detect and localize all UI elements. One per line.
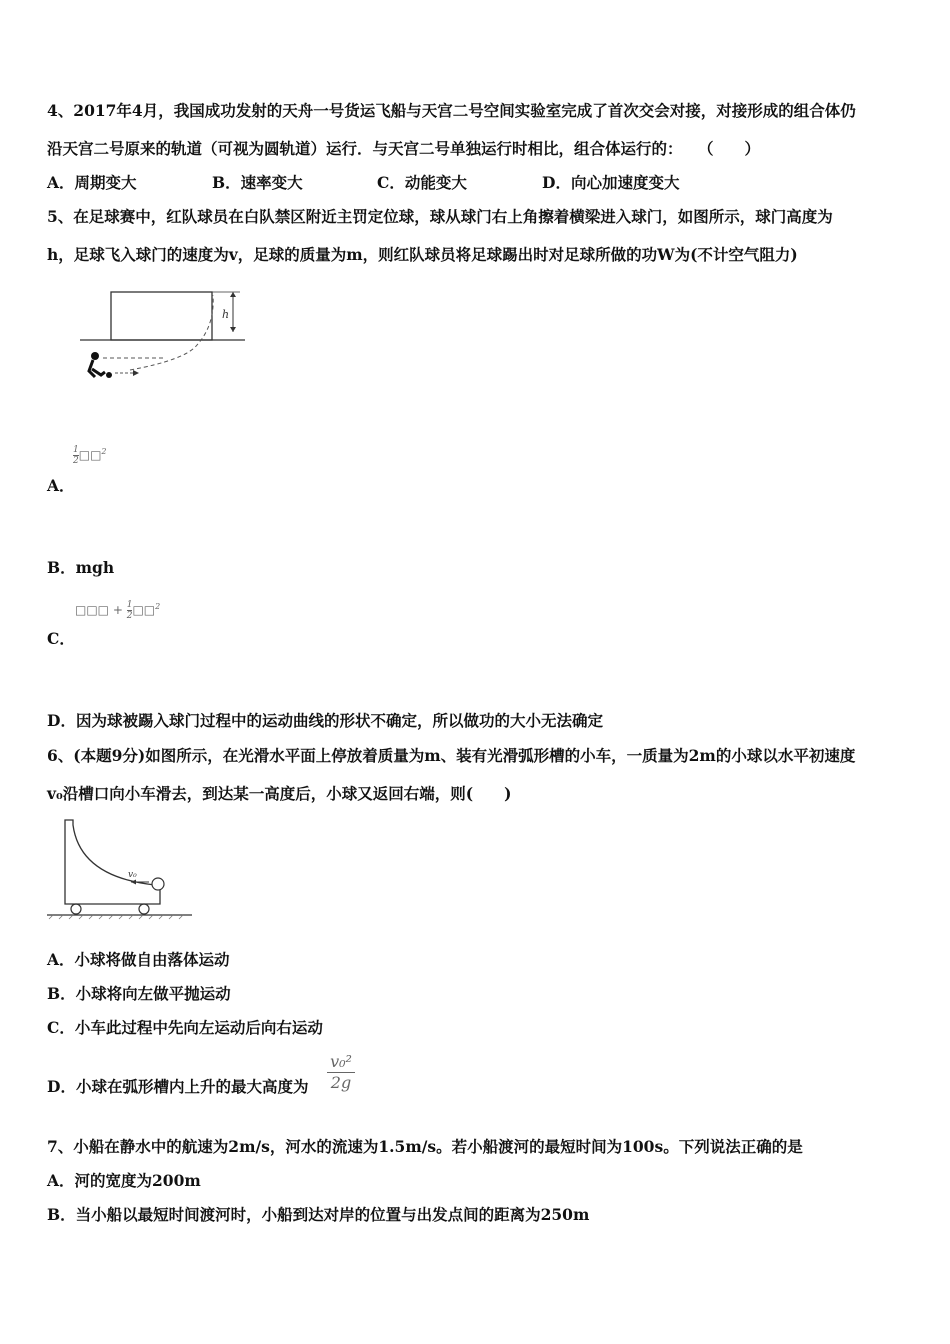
q5-option-c-formula: □□□ + $\frac{1}{2}□□^2$ bbox=[75, 600, 161, 621]
q5-option-c[interactable]: C． bbox=[47, 629, 75, 648]
q6-cart-figure bbox=[45, 815, 195, 920]
q4-option-b[interactable]: B．速率变大 bbox=[212, 173, 303, 192]
q5-option-a[interactable]: A． bbox=[47, 476, 75, 495]
q5-option-d[interactable]: D．因为球被踢入球门过程中的运动曲线的形状不确定，所以做功的大小无法确定 bbox=[47, 711, 603, 730]
q5-option-a-formula: $\frac{1}{2}□□^2$ bbox=[73, 445, 107, 466]
q6-option-d-formula: v₀² 2g bbox=[327, 1052, 355, 1093]
kicker-player-icon bbox=[89, 352, 112, 378]
q5-stem-line1: 5、在足球赛中，红队球员在白队禁区附近主罚定位球，球从球门右上角擦着横梁进入球门，如图所示，球门高度为 bbox=[47, 207, 833, 226]
q5-height-label: h bbox=[222, 308, 230, 321]
q7-option-b[interactable]: B．当小船以最短时间渡河时，小船到达对岸的位置与出发点间的距离为250m bbox=[47, 1205, 590, 1224]
q7-option-a[interactable]: A．河的宽度为200m bbox=[47, 1171, 201, 1190]
q5-goal-figure bbox=[75, 285, 255, 390]
q5-stem-line2: h，足球飞入球门的速度为v，足球的质量为m，则红队球员将足球踢出时对足球所做的功W为(不计空气阻力) bbox=[47, 245, 798, 264]
q4-stem-line2: 沿天宫二号原来的轨道（可视为圆轨道）运行．与天宫二号单独运行时相比，组合体运行的： （ ） bbox=[47, 139, 761, 158]
ball-icon bbox=[152, 878, 164, 890]
q6-option-d[interactable]: D．小球在弧形槽内上升的最大高度为 bbox=[47, 1077, 309, 1096]
q6-option-c[interactable]: C．小车此过程中先向左运动后向右运动 bbox=[47, 1018, 323, 1037]
q7-stem-line1: 7、小船在静水中的航速为2m/s，河水的流速为1.5m/s。若小船渡河的最短时间为100s。下列说法正确的是 bbox=[47, 1137, 803, 1156]
q4-stem-line1: 4、2017年4月，我国成功发射的天舟一号货运飞船与天宫二号空间实验室完成了首次交会对接，对接形成的组合体仍 bbox=[47, 101, 856, 120]
q6-velocity-label: v₀ bbox=[128, 870, 137, 880]
q6-stem-line2: v₀沿槽口向小车滑去，到达某一高度后，小球又返回右端，则( ) bbox=[47, 784, 512, 803]
q4-option-c[interactable]: C．动能变大 bbox=[377, 173, 467, 192]
q4-option-a[interactable]: A．周期变大 bbox=[47, 173, 137, 192]
q4-option-d[interactable]: D．向心加速度变大 bbox=[542, 173, 680, 192]
q6-option-b[interactable]: B．小球将向左做平抛运动 bbox=[47, 984, 231, 1003]
q6-option-a[interactable]: A．小球将做自由落体运动 bbox=[47, 950, 230, 969]
q6-stem-line1: 6、(本题9分)如图所示，在光滑水平面上停放着质量为m、装有光滑弧形槽的小车，一质量为2m的小球以水平初速度 bbox=[47, 746, 856, 765]
q5-option-b[interactable]: B．mgh bbox=[47, 558, 115, 577]
